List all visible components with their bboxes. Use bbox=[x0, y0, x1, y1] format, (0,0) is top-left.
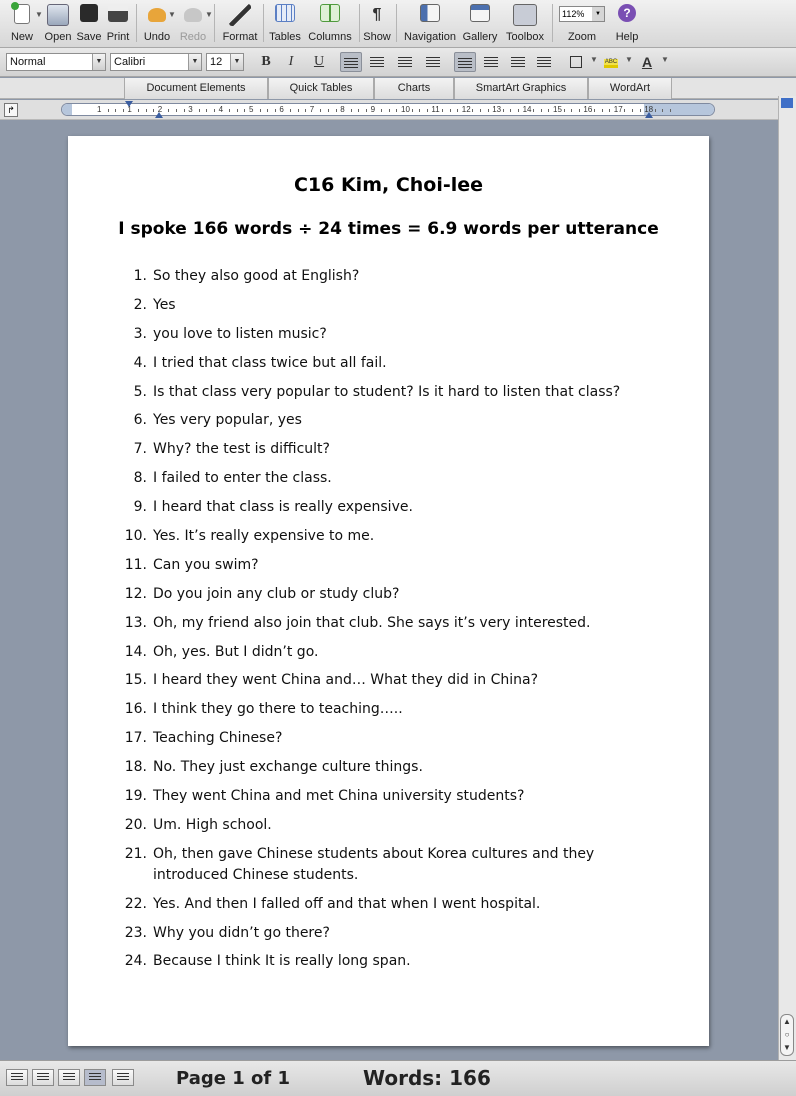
list-item bbox=[117, 497, 657, 518]
show-button[interactable]: ¶ Show bbox=[363, 6, 391, 43]
page-navigation-control[interactable] bbox=[780, 1014, 794, 1056]
notebook-view-icon bbox=[117, 1073, 129, 1082]
ruler-tick bbox=[541, 109, 542, 112]
ruler-tick bbox=[199, 109, 200, 112]
pilcrow-icon: ¶ bbox=[372, 6, 382, 23]
list-item-number: 4. bbox=[133, 354, 147, 371]
next-page-icon[interactable]: ▼ bbox=[783, 1043, 791, 1052]
ruler-number: 11 bbox=[431, 105, 440, 114]
print-layout-view-icon bbox=[89, 1073, 101, 1082]
borders-dropdown-icon[interactable]: ▼ bbox=[590, 55, 598, 64]
list-item-number: 21. bbox=[124, 845, 147, 862]
list-item bbox=[117, 555, 657, 576]
tab-wordart[interactable]: WordArt bbox=[588, 78, 672, 99]
elements-gallery-tabs bbox=[0, 78, 796, 99]
ruler-tick bbox=[450, 109, 451, 112]
vertical-scrollbar[interactable] bbox=[778, 96, 796, 1060]
ruler-tick bbox=[662, 109, 663, 112]
chevron-down-icon: ▼ bbox=[230, 54, 243, 70]
print-layout-view-button[interactable] bbox=[84, 1069, 106, 1086]
list-item-text: Oh, yes. But I didn’t go. bbox=[153, 643, 319, 660]
publishing-view-icon bbox=[63, 1073, 75, 1082]
publishing-view-button[interactable] bbox=[58, 1069, 80, 1086]
increase-indent-icon bbox=[537, 57, 551, 67]
decrease-indent-icon bbox=[511, 57, 525, 67]
ruler-tick bbox=[655, 109, 656, 112]
list-item-number: 14. bbox=[124, 643, 147, 660]
ruler-number: 15 bbox=[553, 105, 562, 114]
format-button[interactable]: Format bbox=[219, 2, 261, 46]
ruler-tick bbox=[419, 109, 420, 112]
ruler-number: 1 bbox=[127, 105, 132, 114]
ruler-tick bbox=[381, 109, 382, 112]
ruler-tick bbox=[389, 109, 390, 112]
ruler-number: 2 bbox=[157, 105, 163, 114]
zoom-value: 112% bbox=[562, 9, 585, 19]
align-right-button[interactable] bbox=[394, 52, 416, 72]
list-item-number: 9. bbox=[133, 499, 147, 516]
numbered-list-icon bbox=[458, 58, 472, 68]
list-item bbox=[117, 295, 657, 316]
list-item-number: 2. bbox=[133, 296, 147, 313]
list-item bbox=[117, 584, 657, 605]
tab-document-elements[interactable]: Document Elements bbox=[124, 78, 268, 99]
highlight-icon: ABC bbox=[604, 59, 618, 68]
list-item-text: They went China and met China university students? bbox=[153, 788, 525, 805]
ruler-number: 14 bbox=[522, 105, 532, 114]
font-color-icon: A bbox=[641, 54, 653, 70]
toolbar-separator bbox=[359, 4, 360, 42]
list-item-text: Yes. And then I falled off and that when I went hospital. bbox=[153, 895, 541, 912]
ruler-tick bbox=[244, 109, 245, 112]
list-item-number: 1. bbox=[133, 268, 147, 284]
list-item-text: you love to listen music? bbox=[153, 325, 327, 342]
ruler-tick bbox=[412, 109, 413, 112]
ruler-number: 5 bbox=[249, 105, 254, 114]
gallery-icon bbox=[470, 4, 490, 22]
list-item-number: 20. bbox=[124, 816, 147, 833]
list-item bbox=[117, 353, 657, 374]
list-item-text: Why you didn’t go there? bbox=[153, 924, 330, 941]
standard-toolbar bbox=[0, 0, 796, 48]
highlight-button[interactable] bbox=[600, 52, 622, 72]
list-item-number: 6. bbox=[133, 412, 147, 429]
open-button[interactable]: Open bbox=[42, 2, 74, 46]
list-item-text: Why? the test is difficult? bbox=[153, 441, 330, 458]
ruler-tick bbox=[351, 109, 352, 112]
tables-button[interactable]: Tables bbox=[266, 2, 304, 46]
zoom-dropdown-icon: ▼ bbox=[592, 7, 604, 21]
ruler-number: 12 bbox=[461, 105, 471, 114]
draft-view-button[interactable] bbox=[6, 1069, 28, 1086]
borders-button[interactable] bbox=[565, 52, 587, 72]
list-item-number: 22. bbox=[124, 895, 147, 912]
first-line-indent-marker[interactable] bbox=[125, 101, 133, 107]
document-page[interactable] bbox=[68, 136, 709, 1046]
redo-icon bbox=[184, 8, 202, 22]
ruler-tick bbox=[260, 109, 261, 112]
ruler-tick bbox=[602, 109, 603, 112]
new-document-icon bbox=[14, 4, 30, 24]
ruler-tick bbox=[115, 109, 116, 112]
list-item-text: Yes very popular, yes bbox=[153, 412, 302, 429]
numbered-list-button[interactable] bbox=[454, 52, 476, 72]
list-item bbox=[117, 786, 657, 807]
list-item-number: 15. bbox=[124, 672, 147, 689]
list-item bbox=[117, 844, 657, 886]
formatting-toolbar bbox=[0, 48, 796, 77]
ruler-tick bbox=[442, 109, 443, 112]
list-item-number: 17. bbox=[124, 730, 147, 747]
list-item-text: Is that class very popular to student? Is it hard to listen that class? bbox=[153, 383, 621, 400]
list-item bbox=[117, 815, 657, 836]
ruler-tick bbox=[298, 109, 299, 112]
ruler-left-margin bbox=[62, 104, 72, 116]
list-item-number: 11. bbox=[124, 556, 147, 573]
font-size-select[interactable] bbox=[206, 53, 244, 71]
list-item-number: 5. bbox=[133, 383, 147, 400]
outline-view-button[interactable] bbox=[32, 1069, 54, 1086]
list-item bbox=[117, 670, 657, 691]
list-item bbox=[117, 894, 657, 915]
ruler-tick bbox=[518, 109, 519, 112]
list-item-text: Oh, my friend also join that club. She says it’s very interested. bbox=[153, 614, 591, 631]
list-item-number: 24. bbox=[124, 953, 147, 970]
left-indent-marker[interactable] bbox=[155, 112, 163, 118]
italic-button[interactable]: I bbox=[288, 54, 294, 69]
bulleted-list-button[interactable] bbox=[480, 52, 502, 72]
ruler-tick bbox=[609, 109, 610, 112]
help-icon: ? bbox=[618, 4, 636, 22]
list-item bbox=[117, 613, 657, 634]
ruler-tick bbox=[275, 109, 276, 112]
list-item-text: Can you swim? bbox=[153, 556, 259, 573]
ruler-number: 13 bbox=[492, 105, 502, 114]
font-color-dropdown-icon[interactable]: ▼ bbox=[661, 55, 669, 64]
help-button[interactable]: ? Help bbox=[615, 6, 639, 43]
list-item-number: 3. bbox=[133, 325, 147, 342]
undo-icon bbox=[148, 8, 166, 22]
list-item bbox=[117, 951, 657, 972]
list-item-text: I failed to enter the class. bbox=[153, 470, 332, 487]
ruler-bar bbox=[0, 100, 796, 120]
draft-view-icon bbox=[11, 1073, 23, 1082]
zoom-select[interactable] bbox=[559, 6, 605, 22]
new-button[interactable]: New bbox=[5, 2, 39, 46]
navigation-button[interactable]: Navigation bbox=[400, 2, 460, 46]
ruler-number: 3 bbox=[188, 105, 193, 114]
print-button[interactable]: Print bbox=[104, 2, 132, 46]
chevron-down-icon: ▼ bbox=[92, 54, 105, 70]
ruler-tick bbox=[176, 109, 177, 112]
list-item-text: I heard that class is really expensive. bbox=[153, 499, 413, 516]
ruler-tick bbox=[305, 109, 306, 112]
outline-view-icon bbox=[37, 1073, 49, 1082]
underline-button[interactable]: U bbox=[313, 54, 325, 69]
list-item-text: I think they go there to teaching….. bbox=[153, 701, 403, 718]
ruler-number: 17 bbox=[613, 105, 623, 114]
tab-smartart-graphics[interactable]: SmartArt Graphics bbox=[454, 78, 588, 99]
list-item bbox=[117, 439, 657, 460]
ruler-number: 9 bbox=[370, 105, 376, 114]
ruler-tick bbox=[594, 109, 595, 112]
style-select[interactable] bbox=[6, 53, 106, 71]
ruler-tick bbox=[123, 109, 124, 112]
list-item-text: Do you join any club or study club? bbox=[153, 585, 400, 602]
undo-dropdown-icon[interactable]: ▼ bbox=[168, 10, 176, 19]
list-item bbox=[117, 526, 657, 547]
browse-object-icon[interactable]: ○ bbox=[784, 1030, 790, 1039]
list-item-number: 16. bbox=[124, 701, 147, 718]
list-item-text: Because I think It is really long span. bbox=[153, 953, 411, 970]
list-item-number: 18. bbox=[124, 759, 147, 776]
tab-quick-tables[interactable]: Quick Tables bbox=[268, 78, 374, 99]
navigation-pane-icon bbox=[420, 4, 440, 22]
ruler-tick bbox=[579, 109, 580, 112]
ruler-tick bbox=[290, 109, 291, 112]
tab-stop-icon: ↱ bbox=[7, 105, 15, 115]
list-item bbox=[117, 757, 657, 778]
ruler-tick bbox=[206, 109, 207, 112]
list-item bbox=[117, 699, 657, 720]
ruler-tick bbox=[229, 109, 230, 112]
ruler-tick bbox=[184, 109, 185, 112]
new-dropdown-icon[interactable]: ▼ bbox=[35, 10, 43, 19]
format-brush-icon bbox=[229, 4, 251, 26]
ruler-tick bbox=[624, 109, 625, 112]
font-color-button[interactable] bbox=[636, 52, 658, 72]
ruler-number: 6 bbox=[279, 105, 284, 114]
ruler-tick bbox=[510, 109, 511, 112]
ruler-tick bbox=[214, 109, 215, 112]
list-item-text: No. They just exchange culture things. bbox=[153, 759, 423, 776]
redo-dropdown-icon[interactable]: ▼ bbox=[205, 10, 213, 19]
ruler-tick bbox=[168, 109, 169, 112]
chevron-down-icon: ▼ bbox=[188, 54, 201, 70]
list-item-number: 7. bbox=[133, 441, 147, 458]
printer-icon bbox=[108, 4, 128, 22]
bulleted-list-icon bbox=[484, 57, 498, 67]
ruler-tick bbox=[108, 109, 109, 112]
ruler-number: 1 bbox=[97, 105, 102, 114]
toolbar-separator bbox=[263, 4, 264, 42]
ruler-number: 7 bbox=[309, 105, 315, 114]
list-item-number: 23. bbox=[124, 924, 147, 941]
ruler-tick bbox=[480, 109, 481, 112]
ruler-tick bbox=[472, 109, 473, 112]
open-folder-icon bbox=[47, 4, 69, 26]
list-item-text: Um. High school. bbox=[153, 816, 272, 833]
gallery-button[interactable]: Gallery bbox=[461, 2, 499, 46]
list-item-number: 12. bbox=[124, 585, 147, 602]
ruler-number: 18 bbox=[644, 105, 654, 114]
align-right-icon bbox=[398, 57, 412, 67]
ruler-tick bbox=[328, 109, 329, 112]
redo-button[interactable]: Redo bbox=[176, 2, 210, 46]
toolbar-separator bbox=[136, 4, 137, 42]
ruler-tick bbox=[336, 109, 337, 112]
ruler-tick bbox=[503, 109, 504, 112]
bold-button[interactable]: B bbox=[261, 54, 271, 69]
font-select[interactable] bbox=[110, 53, 202, 71]
toolbox-button[interactable]: Toolbox bbox=[502, 2, 548, 46]
ruler-tick bbox=[396, 109, 397, 112]
justify-icon bbox=[426, 57, 440, 67]
list-item-number: 13. bbox=[124, 614, 147, 631]
align-left-icon bbox=[344, 58, 358, 68]
list-item bbox=[117, 324, 657, 345]
columns-button[interactable]: Columns bbox=[306, 2, 354, 46]
list-item-text: I heard they went China and… What they did in China? bbox=[153, 672, 538, 689]
notebook-view-button[interactable] bbox=[112, 1069, 134, 1086]
list-item-number: 19. bbox=[124, 788, 147, 805]
list-item-text: So they also good at English? bbox=[153, 268, 360, 284]
right-indent-marker[interactable] bbox=[645, 112, 653, 118]
list-item-text: Teaching Chinese? bbox=[153, 730, 283, 747]
ruler-tick bbox=[632, 109, 633, 112]
align-center-button[interactable] bbox=[366, 52, 388, 72]
ruler-tick bbox=[427, 109, 428, 112]
list-item-text: Oh, then gave Chinese students about Korea cultures and they introduced Chinese students. bbox=[153, 845, 595, 883]
ruler-tick bbox=[670, 109, 671, 112]
ruler-tick bbox=[146, 109, 147, 112]
ruler-tick bbox=[237, 109, 238, 112]
undo-button[interactable]: Undo bbox=[140, 2, 174, 46]
document-title: C16 Kim, Choi-lee bbox=[293, 174, 484, 196]
align-center-icon bbox=[370, 57, 384, 67]
tab-stop-selector[interactable] bbox=[4, 103, 18, 117]
toolbar-separator bbox=[214, 4, 215, 42]
ruler-tick bbox=[366, 109, 367, 112]
list-item bbox=[117, 382, 657, 403]
decrease-indent-button[interactable] bbox=[507, 52, 529, 72]
ruler-tick bbox=[640, 109, 641, 112]
zoom-control[interactable]: 112% ▼ Zoom bbox=[557, 2, 607, 46]
toolbar-separator bbox=[552, 4, 553, 42]
toolbox-icon bbox=[513, 4, 537, 26]
utterance-list bbox=[117, 266, 657, 980]
ruler-tick bbox=[267, 109, 268, 112]
document-subtitle: I spoke 166 words ÷ 24 times = 6.9 words per utterance bbox=[118, 219, 659, 239]
ruler-number: 10 bbox=[401, 105, 410, 114]
list-item bbox=[117, 923, 657, 944]
ruler-tick bbox=[320, 109, 321, 112]
borders-icon bbox=[570, 56, 582, 68]
ruler-tick bbox=[564, 109, 565, 112]
ruler-tick bbox=[358, 109, 359, 112]
list-item bbox=[117, 728, 657, 749]
list-item-number: 8. bbox=[133, 470, 147, 487]
tab-charts[interactable]: Charts bbox=[374, 78, 454, 99]
list-item-number: 10. bbox=[124, 528, 147, 545]
list-item bbox=[117, 642, 657, 663]
status-bar bbox=[0, 1060, 796, 1096]
split-handle[interactable] bbox=[781, 98, 793, 108]
list-item bbox=[117, 468, 657, 489]
list-item bbox=[117, 410, 657, 431]
list-item bbox=[117, 266, 657, 287]
save-disk-icon bbox=[80, 4, 98, 22]
list-item-text: Yes. It’s really expensive to me. bbox=[153, 528, 375, 545]
save-button[interactable]: Save bbox=[75, 2, 103, 46]
page-count: Page 1 of 1 bbox=[176, 1068, 290, 1089]
toolbar-separator bbox=[396, 4, 397, 42]
word-count[interactable]: Words: 166 bbox=[363, 1066, 491, 1090]
align-left-button[interactable] bbox=[340, 52, 362, 72]
ruler-tick bbox=[488, 109, 489, 112]
columns-icon bbox=[320, 4, 340, 22]
justify-button[interactable] bbox=[422, 52, 444, 72]
previous-page-icon[interactable]: ▲ bbox=[783, 1017, 791, 1026]
ruler-number: 4 bbox=[218, 105, 224, 114]
ruler-tick bbox=[533, 109, 534, 112]
ruler-tick bbox=[457, 109, 458, 112]
font-value: Calibri bbox=[114, 56, 146, 68]
ruler-number: 16 bbox=[583, 105, 593, 114]
highlight-dropdown-icon[interactable]: ▼ bbox=[625, 55, 633, 64]
list-item-text: Yes bbox=[153, 296, 176, 313]
ruler-tick bbox=[138, 109, 139, 112]
ruler-tick bbox=[571, 109, 572, 112]
list-item-text: I tried that class twice but all fail. bbox=[153, 354, 387, 371]
table-grid-icon bbox=[275, 4, 295, 22]
ruler-number: 8 bbox=[340, 105, 345, 114]
font-size-value: 12 bbox=[210, 56, 223, 68]
increase-indent-button[interactable] bbox=[533, 52, 555, 72]
ruler-tick bbox=[548, 109, 549, 112]
style-value: Normal bbox=[10, 56, 46, 68]
